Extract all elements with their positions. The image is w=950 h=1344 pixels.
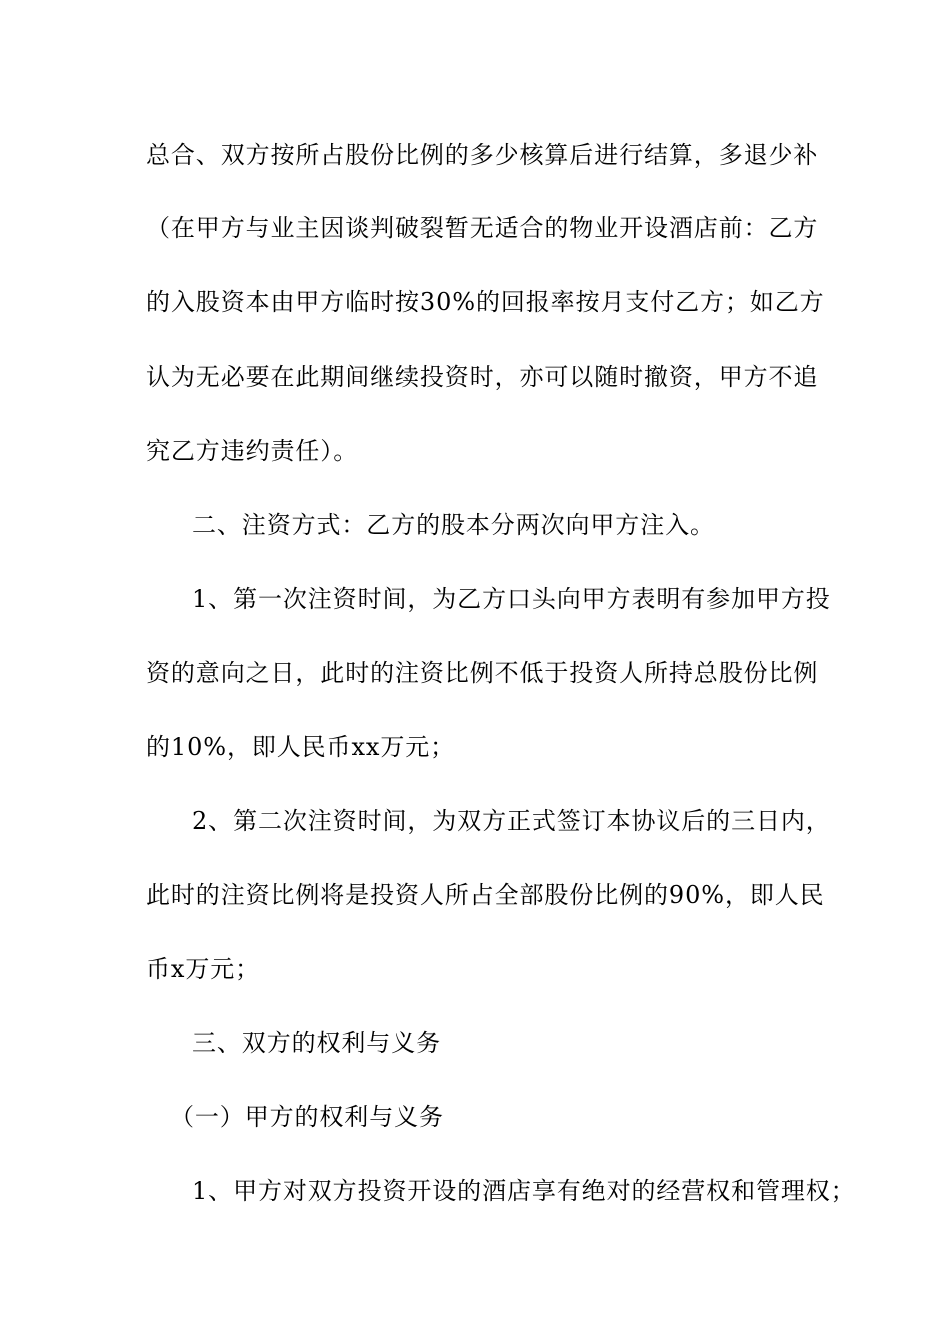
clause-2-line-3: 币x万元； <box>146 955 261 983</box>
text-line-3: 的入股资本由甲方临时按30%的回报率按月支付乙方；如乙方 <box>146 288 825 316</box>
section-heading-3: 三、双方的权利与义务 <box>192 1029 441 1057</box>
clause-2-line-2: 此时的注资比例将是投资人所占全部股份比例的90%，即人民 <box>146 881 825 909</box>
text-line-4: 认为无必要在此期间继续投资时，亦可以随时撤资，甲方不追 <box>146 363 819 391</box>
subsection-heading-1: （一）甲方的权利与义务 <box>170 1103 444 1131</box>
clause-2-line-1: 2、第二次注资时间，为双方正式签订本协议后的三日内， <box>192 807 831 835</box>
text-line-5: 究乙方违约责任）。 <box>146 437 359 465</box>
clause-1-line-1: 1、第一次注资时间，为乙方口头向甲方表明有参加甲方投 <box>192 585 831 613</box>
clause-1-line-3: 的10%，即人民币xx万元； <box>146 733 456 761</box>
section-heading-2: 二、注资方式：乙方的股本分两次向甲方注入。 <box>192 511 715 539</box>
text-line-1: 总合、双方按所占股份比例的多少核算后进行结算，多退少补 <box>146 141 819 169</box>
text-line-2: （在甲方与业主因谈判破裂暂无适合的物业开设酒店前：乙方 <box>146 214 819 242</box>
subsection-clause-1: 1、甲方对双方投资开设的酒店享有绝对的经营权和管理权； <box>192 1177 856 1205</box>
clause-1-line-2: 资的意向之日，此时的注资比例不低于投资人所持总股份比例 <box>146 659 819 687</box>
